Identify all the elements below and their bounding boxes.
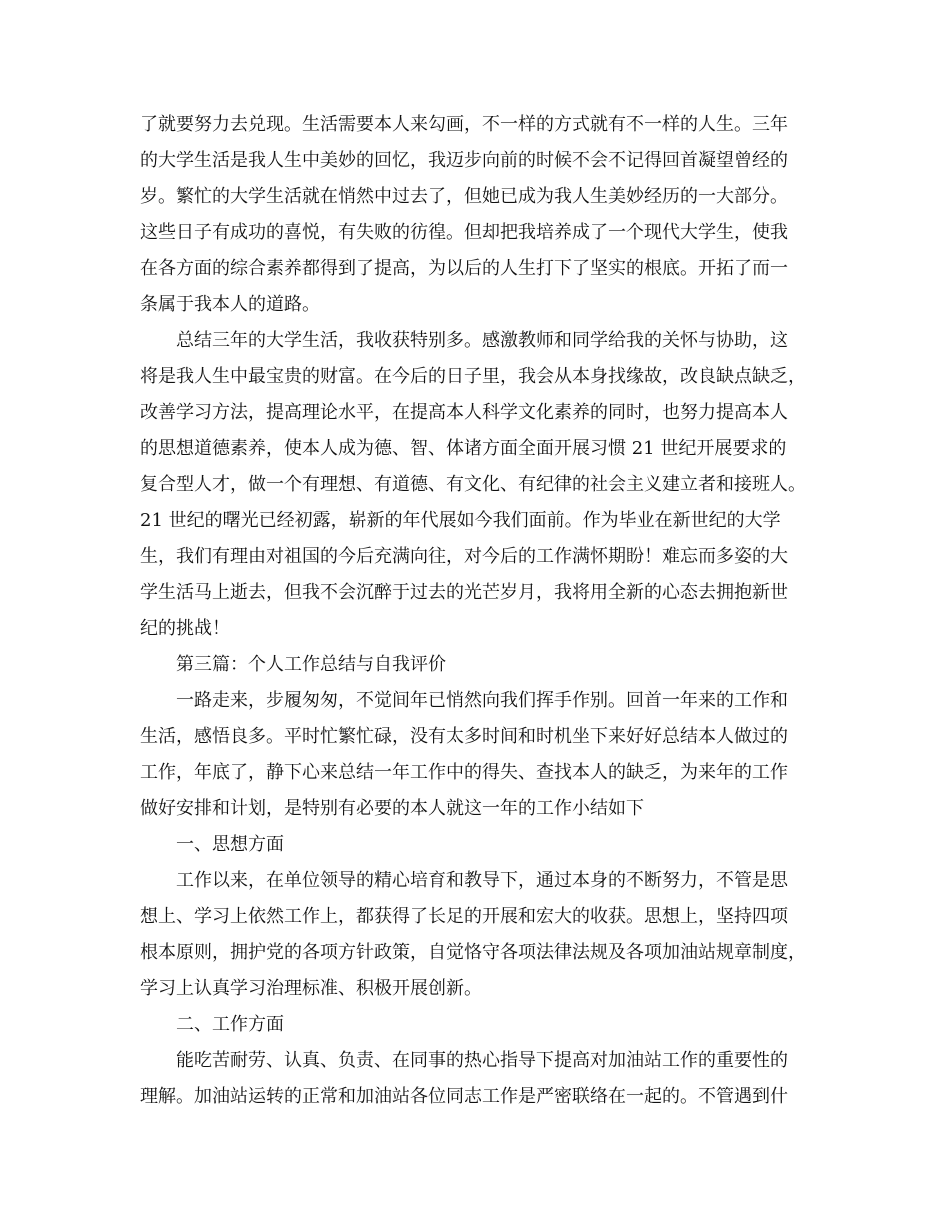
text-line: 第三篇：个人工作总结与自我评价 [176, 654, 446, 675]
text-line: 21 世纪的曙光已经初露，崭新的年代展如今我们面前。作为毕业在新世纪的大学 [140, 510, 781, 531]
text-line: 一、思想方面 [176, 834, 284, 855]
text-line: 二、工作方面 [176, 1014, 284, 1035]
text-line: 一路走来，步履匆匆，不觉间年已悄然向我们挥手作别。回首一年来的工作和 [176, 690, 788, 711]
text-line: 这些日子有成功的喜悦，有失败的彷徨。但却把我培养成了一个现代大学生，使我 [140, 222, 788, 243]
text-line: 学习上认真学习治理标准、积极开展创新。 [140, 978, 482, 999]
text-line: 在各方面的综合素养都得到了提高，为以后的人生打下了坚实的根底。开拓了而一 [140, 258, 788, 279]
text-line: 做好安排和计划，是特别有必要的本人就这一年的工作小结如下 [140, 798, 644, 819]
text-line: 学生活马上逝去，但我不会沉醉于过去的光芒岁月，我将用全新的心态去拥抱新世 [140, 582, 788, 603]
text-line: 岁。繁忙的大学生活就在悄然中过去了，但她已成为我人生美妙经历的一大部分。 [140, 186, 788, 207]
text-line: 工作，年底了，静下心来总结一年工作中的得失、查找本人的缺乏，为来年的工作 [140, 762, 788, 783]
text-line: 工作以来，在单位领导的精心培育和教导下，通过本身的不断努力，不管是思 [176, 870, 788, 891]
text-line: 想上、学习上依然工作上，都获得了长足的开展和宏大的收获。思想上，坚持四项 [140, 906, 788, 927]
text-line: 生活，感悟良多。平时忙繁忙碌，没有太多时间和时机坐下来好好总结本人做过的 [140, 726, 788, 747]
text-line: 生，我们有理由对祖国的今后充满向往，对今后的工作满怀期盼！难忘而多姿的大 [140, 546, 788, 567]
text-line: 能吃苦耐劳、认真、负责、在同事的热心指导下提高对加油站工作的重要性的 [176, 1050, 788, 1071]
text-line: 纪的挑战！ [140, 618, 230, 639]
text-line: 根本原则，拥护党的各项方针政策，自觉恪守各项法律法规及各项加油站规章制度， [140, 942, 806, 963]
document-body [140, 107, 820, 1115]
text-line: 的大学生活是我人生中美妙的回忆，我迈步向前的时候不会不记得回首凝望曾经的 [140, 150, 788, 171]
text-line: 条属于我本人的道路。 [140, 294, 320, 315]
text-line: 总结三年的大学生活，我收获特别多。感激教师和同学给我的关怀与协助，这 [176, 330, 788, 351]
text-line: 复合型人才，做一个有理想、有道德、有文化、有纪律的社会主义建立者和接班人。 [140, 474, 806, 495]
text-line: 的思想道德素养，使本人成为德、智、体诸方面全面开展习惯 21 世纪开展要求的 [140, 438, 787, 459]
text-line: 改善学习方法，提高理论水平，在提高本人科学文化素养的同时，也努力提高本人 [140, 402, 788, 423]
text-line: 理解。加油站运转的正常和加油站各位同志工作是严密联络在一起的。不管遇到什 [140, 1086, 788, 1107]
text-line: 将是我人生中最宝贵的财富。在今后的日子里，我会从本身找缘故，改良缺点缺乏， [140, 366, 806, 387]
text-line: 了就要努力去兑现。生活需要本人来勾画，不一样的方式就有不一样的人生。三年 [140, 114, 788, 135]
